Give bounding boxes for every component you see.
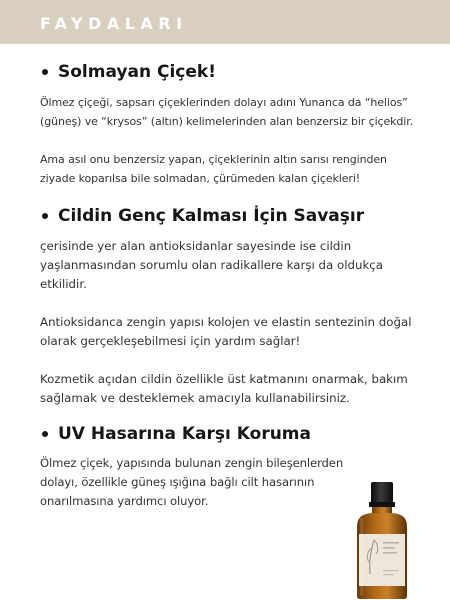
section-cildin-genc-kalmasi <box>40 206 420 408</box>
bullet-icon <box>42 431 48 437</box>
header-bar <box>0 0 450 44</box>
bullet-icon <box>42 69 48 75</box>
benefits-content <box>40 62 420 511</box>
section-title-text: UV Hasarına Karşı Koruma <box>58 424 311 444</box>
essential-oil-bottle-icon <box>345 478 415 600</box>
paragraph: Antioksidanca zengin yapısı kolojen ve elastin sentezinin doğal olarak gerçekleşebilmesi için yardım sağlar! <box>40 315 412 348</box>
paragraph: çerisinde yer alan antioksidanlar sayesinde ise cildin yaşlanmasından sorumlu olan radikallere karşı da oldukça etkilidir. <box>40 239 384 291</box>
bullet-icon <box>42 213 48 219</box>
section-title <box>40 424 420 444</box>
section-title-text: Cildin Genç Kalması İçin Savaşır <box>58 206 365 226</box>
paragraph: Ölmez çiçek, yapısında bulunan zengin bileşenlerden dolayı, özellikle güneş ışığına bağlı cilt hasarının onarılmasına yardımcı oluyor. <box>40 456 344 508</box>
paragraph: Ölmez çiçeği, sapsarı çiçeklerinden dolayı adını Yunanca da “helios” (güneş) ve “krysos” (altın) kelimelerinden alan benzersiz bir çiçekdir. <box>40 96 414 128</box>
section-title <box>40 62 420 82</box>
section-title-text: Solmayan Çiçek! <box>58 62 216 82</box>
section-solmayan-cicek <box>40 62 420 188</box>
page-title: FAYDALARI <box>40 14 188 33</box>
paragraph: Ama asıl onu benzersiz yapan, çiçeklerinin altın sarısı renginden ziyade koparılsa bile solmadan, çürümeden kalan çiçekleri! <box>40 153 387 185</box>
paragraph: Kozmetik açıdan cildin özellikle üst katmanını onarmak, bakım sağlamak ve desteklemek amacıyla kullanabilirsiniz. <box>40 372 408 405</box>
section-title <box>40 206 420 226</box>
